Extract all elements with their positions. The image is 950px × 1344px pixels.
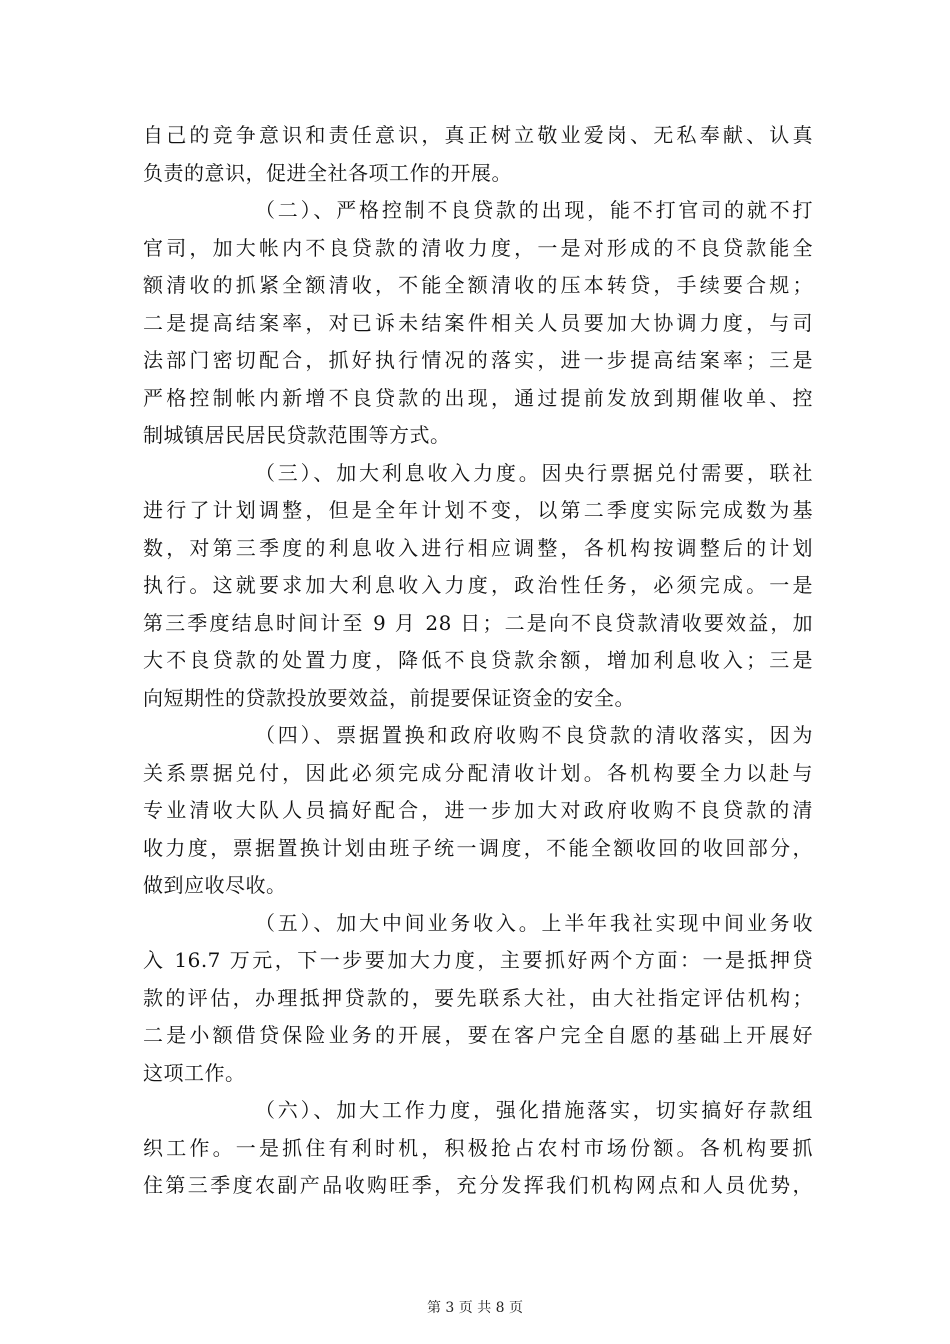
paragraph: [143, 117, 813, 192]
text-line: 数，对第三季度的利息收入进行相应调整，各机构按调整后的计划: [143, 535, 813, 560]
text-line: 大不良贷款的处置力度，降低不良贷款余额，增加利息收入；三是: [143, 648, 813, 672]
text-line: （二）、严格控制不良贷款的出现，能不打官司的就不打: [255, 198, 813, 222]
text-line: 住第三季度农副产品收购旺季，充分发挥我们机构网点和人员优势，: [143, 1173, 813, 1197]
text-line: 入 16.7 万元，下一步要加大力度，主要抓好两个方面：一是抵押贷: [143, 948, 813, 972]
text-line: 负责的意识，促进全社各项工作的开展。: [143, 160, 512, 185]
text-line: 进行了计划调整，但是全年计划不变，以第二季度实际完成数为基: [143, 498, 813, 522]
text-line: 做到应收尽收。: [143, 873, 287, 897]
text-line: 关系票据兑付，因此必须完成分配清收计划。各机构要全力以赴与: [143, 760, 813, 785]
paragraph: [143, 905, 813, 1093]
text-line: 官司，加大帐内不良贷款的清收力度，一是对形成的不良贷款能全: [143, 235, 813, 260]
paragraph: [143, 192, 813, 455]
text-line: 款的评估，办理抵押贷款的，要先联系大社，由大社指定评估机构；: [143, 985, 813, 1010]
page-footer: 第 3 页 共 8 页: [426, 1300, 524, 1316]
paragraph: [143, 1092, 813, 1205]
paragraph: [143, 717, 813, 905]
text-line: 执行。这就要求加大利息收入力度，政治性任务，必须完成。一是: [143, 573, 813, 597]
text-line: 向短期性的贷款投放要效益，前提要保证资金的安全。: [143, 685, 635, 710]
document-body: [143, 117, 813, 1205]
text-line: 严格控制帐内新增不良贷款的出现，通过提前发放到期催收单、控: [143, 385, 813, 410]
text-line: 收力度，票据置换计划由班子统一调度，不能全额收回的收回部分，: [143, 835, 813, 860]
text-line: 二是小额借贷保险业务的开展，要在客户完全自愿的基础上开展好: [143, 1023, 813, 1047]
text-line: （四）、票据置换和政府收购不良贷款的清收落实，因为: [255, 723, 813, 747]
text-line: 二是提高结案率，对已诉未结案件相关人员要加大协调力度，与司: [143, 310, 813, 335]
text-line: 自己的竞争意识和责任意识，真正树立敬业爱岗、无私奉献、认真: [143, 123, 813, 147]
text-line: 专业清收大队人员搞好配合，进一步加大对政府收购不良贷款的清: [143, 798, 813, 822]
text-line: 法部门密切配合，抓好执行情况的落实，进一步提高结案率；三是: [143, 348, 813, 372]
text-line: 这项工作。: [143, 1060, 246, 1085]
text-line: 第三季度结息时间计至 9 月 28 日；二是向不良贷款清收要效益，加: [143, 610, 813, 635]
text-line: 额清收的抓紧全额清收，不能全额清收的压本转贷，手续要合规；: [143, 273, 813, 297]
text-line: 织工作。一是抓住有利时机，积极抢占农村市场份额。各机构要抓: [143, 1135, 813, 1160]
paragraph: [143, 455, 813, 718]
text-line: （五）、加大中间业务收入。上半年我社实现中间业务收: [255, 910, 813, 935]
text-line: 制城镇居民居民贷款范围等方式。: [143, 423, 451, 447]
text-line: （六）、加大工作力度，强化措施落实，切实搞好存款组: [255, 1098, 813, 1122]
text-line: （三）、加大利息收入力度。因央行票据兑付需要，联社: [255, 460, 813, 485]
